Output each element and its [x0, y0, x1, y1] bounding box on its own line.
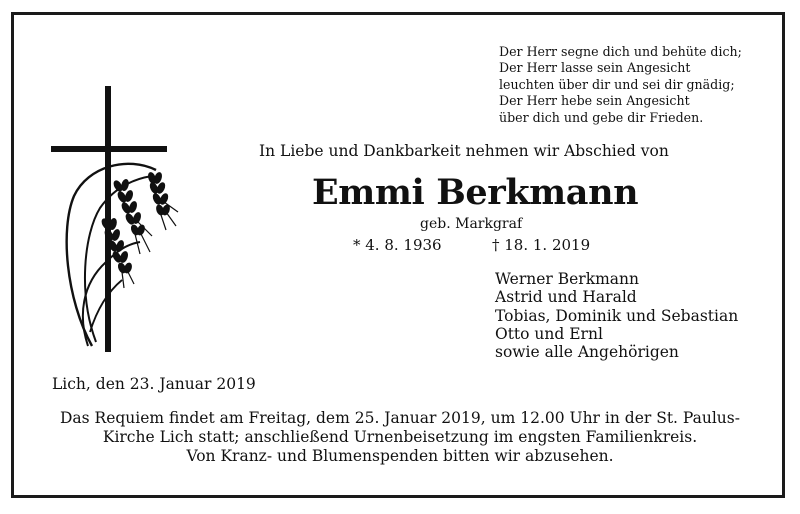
blessing-verse [499, 44, 779, 126]
deceased-name: Emmi Berkmann [312, 172, 639, 213]
notice-line: Von Kranz- und Blumenspenden bitten wir abzusehen. [186, 447, 614, 465]
mourner-name: Otto und Ernl [495, 324, 603, 343]
mourner-name: sowie alle Angehörigen [495, 343, 679, 362]
maiden-name: geb. Markgraf [420, 216, 523, 232]
verse-line: über dich und gebe dir Frieden. [499, 109, 704, 125]
death-date: † 18. 1. 2019 [492, 236, 591, 254]
verse-line: Der Herr hebe sein Angesicht [499, 93, 690, 109]
verse-line: leuchten über dir und sei dir gnädig; [499, 76, 735, 92]
mourners-list [495, 270, 738, 361]
cross-with-wheat-icon [48, 84, 188, 356]
service-notice [28, 409, 772, 466]
mourner-name: Werner Berkmann [495, 270, 640, 288]
mourner-name: Astrid und Harald [495, 288, 637, 307]
notice-line: Das Requiem findet am Freitag, dem 25. Januar 2019, um 12.00 Uhr in der St. Paulus- [59, 409, 740, 427]
verse-line: Der Herr lasse sein Angesicht [499, 60, 691, 76]
intro-text: In Liebe und Dankbarkeit nehmen wir Abschied von [259, 142, 669, 160]
mourner-name: Tobias, Dominik und Sebastian [495, 306, 739, 325]
verse-line: Der Herr segne dich und behüte dich; [499, 44, 742, 59]
birth-date: * 4. 8. 1936 [353, 236, 442, 254]
notice-line: Kirche Lich statt; anschließend Urnenbeisetzung im engsten Familienkreis. [102, 428, 698, 446]
place-and-date: Lich, den 23. Januar 2019 [52, 375, 256, 393]
